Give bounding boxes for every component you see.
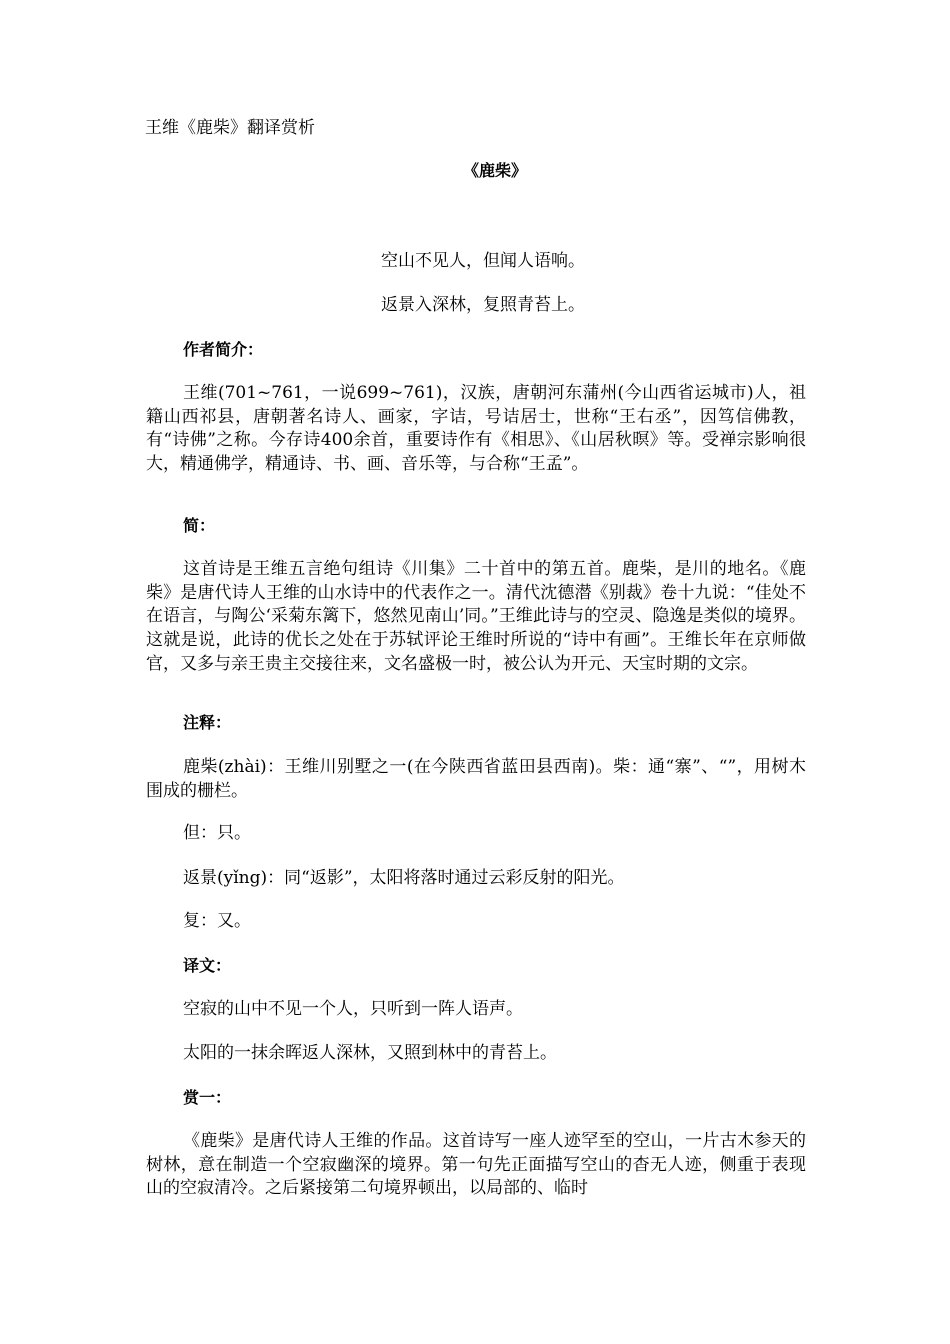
translation-line-1: 空寂的山中不见一个人，只听到一阵人语声。 bbox=[183, 999, 523, 1019]
note-fu: 复：又。 bbox=[183, 911, 251, 931]
note-dan: 但：只。 bbox=[183, 823, 251, 843]
note-fanying: 返景(yǐng)：同“返影”，太阳将落时通过云彩反射的阳光。 bbox=[183, 868, 625, 888]
author-paragraph: 王维(701~761，一说699~761)，汉族，唐朝河东蒲州(今山西省运城市)人，祖籍山西祁县，唐朝著名诗人、画家，字诘，号诘居士，世称“王右丞”，因笃信佛教，有“诗佛”之称。今存诗400余首，重要诗作有《相思》、《山居秋暝》等。受禅宗影响很大，精通佛学，精通诗、书、画、音乐等，与合称“王孟”。 bbox=[146, 383, 806, 475]
author-heading: 作者简介： bbox=[183, 340, 264, 359]
translation-heading: 译文： bbox=[183, 956, 232, 975]
poem-title: 《鹿柴》 bbox=[462, 161, 527, 180]
poem-line-1: 空山不见人，但闻人语响。 bbox=[381, 251, 585, 271]
document-title: 王维《鹿柴》翻译赏析 bbox=[145, 118, 315, 138]
notes-heading: 注释： bbox=[183, 713, 232, 732]
intro-heading: 简： bbox=[183, 516, 216, 535]
appreciation-heading: 赏一： bbox=[183, 1088, 232, 1107]
intro-paragraph: 这首诗是王维五言绝句组诗《川集》二十首中的第五首。鹿柴，是川的地名。《鹿柴》是唐代诗人王维的山水诗中的代表作之一。清代沈德潜《别裁》卷十九说：“佳处不在语言，与陶公‘采菊东篱下，悠然见南山’同。”王维此诗与的空灵、隐逸是类似的境界。这就是说，此诗的优长之处在于苏轼评论王维时所说的“诗中有画”。王维长年在京师做官，又多与亲王贵主交接往来，文名盛极一时，被公认为开元、天宝时期的文宗。 bbox=[146, 559, 806, 674]
note-luzhai: 鹿柴(zhài)：王维川别墅之一(在今陕西省蓝田县西南)。柴：通“寨”、“”，用树木围成的栅栏。 bbox=[146, 757, 806, 801]
translation-line-2: 太阳的一抹余晖返人深林，又照到林中的青苔上。 bbox=[183, 1043, 557, 1063]
appreciation-paragraph: 《鹿柴》是唐代诗人王维的作品。这首诗写一座人迹罕至的空山，一片古木参天的树林，意在制造一个空寂幽深的境界。第一句先正面描写空山的杳无人迹，侧重于表现山的空寂清冷。之后紧接第二句境界顿出，以局部的、临时 bbox=[146, 1131, 806, 1199]
poem-line-2: 返景入深林，复照青苔上。 bbox=[381, 295, 585, 315]
